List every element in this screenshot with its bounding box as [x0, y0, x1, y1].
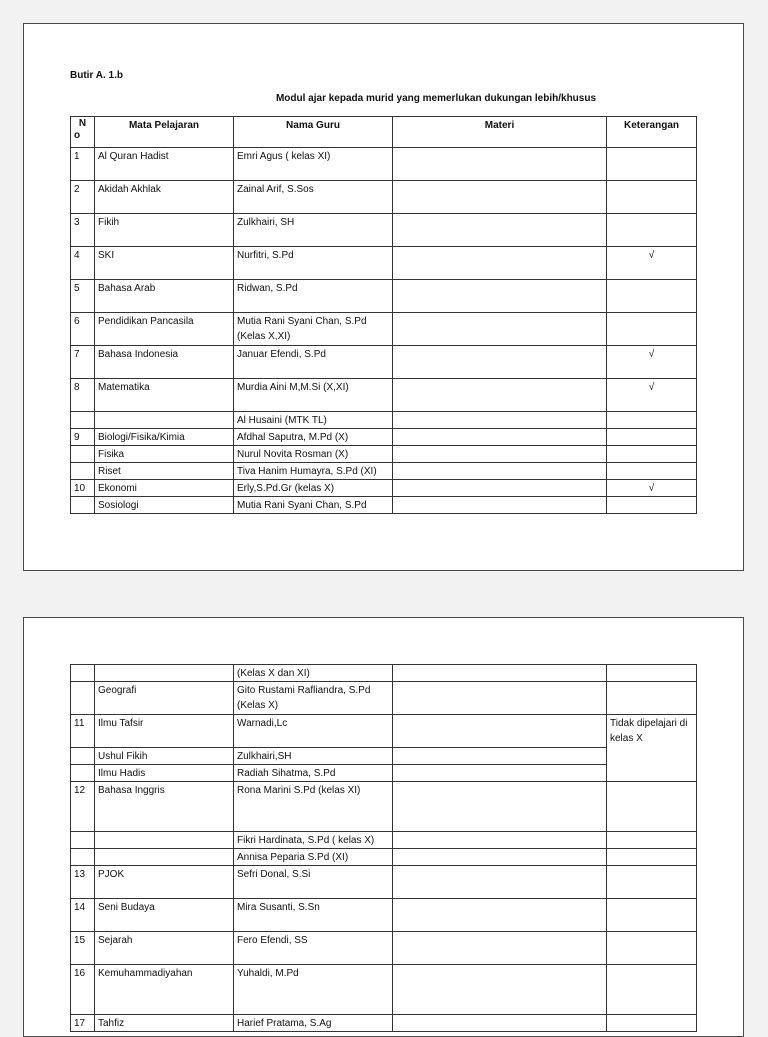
mata-pelajaran-cell: Geografi — [95, 682, 234, 715]
keterangan-cell — [607, 849, 697, 866]
table-row — [71, 181, 697, 214]
modul-table-page-2 — [70, 664, 697, 1032]
keterangan-cell: √ — [607, 480, 697, 497]
materi-cell — [393, 682, 607, 715]
table-row — [71, 866, 697, 899]
keterangan-cell — [607, 446, 697, 463]
table-row — [71, 446, 697, 463]
table-row — [71, 346, 697, 379]
row-number-cell: 17 — [71, 1015, 95, 1032]
nama-guru-text: Sefri Donal, S.Si — [237, 869, 311, 880]
table-row — [71, 665, 697, 682]
materi-cell — [393, 429, 607, 446]
mata-pelajaran-cell: Kemuhammadiyahan — [95, 965, 234, 1015]
nama-guru-cell — [234, 748, 393, 765]
keterangan-cell — [607, 214, 697, 247]
header-mata-pelajaran: Mata Pelajaran — [95, 117, 234, 148]
mata-pelajaran-cell: Ilmu Hadis — [95, 765, 234, 782]
mata-pelajaran-cell: Matematika — [95, 379, 234, 412]
row-number-cell: 8 — [71, 379, 95, 412]
nama-guru-text-line2: (Kelas X) — [237, 700, 279, 711]
row-number-cell — [71, 665, 95, 682]
mata-pelajaran-cell: Fisika — [95, 446, 234, 463]
nama-guru-text: Al Husaini (MTK TL) — [237, 415, 327, 426]
row-number-cell: 7 — [71, 346, 95, 379]
row-number-cell: 3 — [71, 214, 95, 247]
keterangan-cell — [607, 148, 697, 181]
table-row — [71, 932, 697, 965]
keterangan-cell: √ — [607, 247, 697, 280]
nama-guru-cell — [234, 932, 393, 965]
row-number-cell: 10 — [71, 480, 95, 497]
nama-guru-cell — [234, 866, 393, 899]
nama-guru-cell — [234, 480, 393, 497]
keterangan-cell — [607, 832, 697, 849]
keterangan-cell — [607, 866, 697, 899]
nama-guru-text: (Kelas X dan XI) — [237, 668, 310, 679]
materi-cell — [393, 346, 607, 379]
keterangan-cell — [607, 782, 697, 832]
row-number-cell — [71, 765, 95, 782]
materi-cell — [393, 782, 607, 832]
table-row — [71, 247, 697, 280]
keterangan-cell — [607, 497, 697, 514]
table-row — [71, 682, 697, 715]
materi-cell — [393, 932, 607, 965]
row-number-cell — [71, 412, 95, 429]
row-number-cell: 4 — [71, 247, 95, 280]
keterangan-cell — [607, 1015, 697, 1032]
mata-pelajaran-cell: Bahasa Inggris — [95, 782, 234, 832]
keterangan-cell — [607, 665, 697, 682]
table-row — [71, 849, 697, 866]
materi-cell — [393, 1015, 607, 1032]
materi-cell — [393, 412, 607, 429]
table-row — [71, 832, 697, 849]
keterangan-cell — [607, 932, 697, 965]
keterangan-cell — [607, 682, 697, 715]
keterangan-cell — [607, 965, 697, 1015]
row-number-cell: 13 — [71, 866, 95, 899]
keterangan-cell — [607, 313, 697, 346]
mata-pelajaran-cell — [95, 412, 234, 429]
table-row — [71, 715, 697, 748]
mata-pelajaran-cell: Pendidikan Pancasila — [95, 313, 234, 346]
row-number-cell — [71, 849, 95, 866]
mata-pelajaran-cell: Bahasa Arab — [95, 280, 234, 313]
materi-cell — [393, 247, 607, 280]
materi-cell — [393, 765, 607, 782]
nama-guru-text: Januar Efendi, S.Pd — [237, 349, 326, 360]
mata-pelajaran-cell: Tahfiz — [95, 1015, 234, 1032]
nama-guru-text: Nurfitri, S.Pd — [237, 250, 294, 261]
nama-guru-text: Tiva Hanim Humayra, S.Pd (XI) — [237, 466, 377, 477]
nama-guru-cell — [234, 1015, 393, 1032]
table-row — [71, 1015, 697, 1032]
nama-guru-cell — [234, 832, 393, 849]
keterangan-cell — [607, 181, 697, 214]
nama-guru-cell — [234, 247, 393, 280]
nama-guru-cell — [234, 965, 393, 1015]
mata-pelajaran-cell: PJOK — [95, 866, 234, 899]
row-number-cell: 5 — [71, 280, 95, 313]
table-row — [71, 765, 697, 782]
keterangan-cell — [607, 412, 697, 429]
table-row — [71, 148, 697, 181]
keterangan-cell: Tidak dipelajari di kelas X — [607, 715, 697, 782]
keterangan-cell: √ — [607, 346, 697, 379]
materi-cell — [393, 148, 607, 181]
mata-pelajaran-cell: Seni Budaya — [95, 899, 234, 932]
keterangan-cell — [607, 463, 697, 480]
nama-guru-cell — [234, 849, 393, 866]
row-number-cell: 11 — [71, 715, 95, 748]
mata-pelajaran-cell — [95, 849, 234, 866]
document-title: Modul ajar kepada murid yang memerlukan dukungan lebih/khusus — [275, 93, 597, 104]
materi-cell — [393, 480, 607, 497]
mata-pelajaran-cell: Fikih — [95, 214, 234, 247]
nama-guru-text: Mira Susanti, S.Sn — [237, 902, 320, 913]
nama-guru-cell — [234, 682, 393, 715]
materi-cell — [393, 849, 607, 866]
nama-guru-text: Warnadi,Lc — [237, 718, 288, 729]
mata-pelajaran-cell: Akidah Akhlak — [95, 181, 234, 214]
table-row — [71, 313, 697, 346]
mata-pelajaran-cell: Sejarah — [95, 932, 234, 965]
nama-guru-cell — [234, 765, 393, 782]
materi-cell — [393, 280, 607, 313]
nama-guru-cell — [234, 715, 393, 748]
nama-guru-cell — [234, 899, 393, 932]
materi-cell — [393, 899, 607, 932]
materi-cell — [393, 446, 607, 463]
mata-pelajaran-cell: Biologi/Fisika/Kimia — [95, 429, 234, 446]
nama-guru-text-line2: (Kelas X,XI) — [237, 331, 291, 342]
materi-cell — [393, 379, 607, 412]
nama-guru-text: Zainal Arif, S.Sos — [237, 184, 314, 195]
table-row — [71, 379, 697, 412]
table-row — [71, 429, 697, 446]
nama-guru-text: Fero Efendi, SS — [237, 935, 308, 946]
nama-guru-text: Rona Marini S.Pd (kelas XI) — [237, 785, 361, 796]
materi-cell — [393, 866, 607, 899]
mata-pelajaran-cell — [95, 832, 234, 849]
header-keterangan: Keterangan — [607, 117, 697, 148]
nama-guru-text: Radiah Sihatma, S.Pd — [237, 768, 336, 779]
nama-guru-cell — [234, 429, 393, 446]
row-number-cell — [71, 682, 95, 715]
keterangan-cell — [607, 899, 697, 932]
row-number-cell — [71, 446, 95, 463]
document-page-2 — [23, 617, 744, 1037]
materi-cell — [393, 832, 607, 849]
row-number-cell: 1 — [71, 148, 95, 181]
mata-pelajaran-cell — [95, 665, 234, 682]
mata-pelajaran-cell: Ilmu Tafsir — [95, 715, 234, 748]
materi-cell — [393, 214, 607, 247]
mata-pelajaran-cell: Ushul Fikih — [95, 748, 234, 765]
table-row — [71, 497, 697, 514]
nama-guru-cell — [234, 665, 393, 682]
nama-guru-cell — [234, 446, 393, 463]
mata-pelajaran-cell: Al Quran Hadist — [95, 148, 234, 181]
table-row — [71, 480, 697, 497]
nama-guru-text: Annisa Peparia S.Pd (XI) — [237, 852, 349, 863]
row-number-cell: 12 — [71, 782, 95, 832]
materi-cell — [393, 181, 607, 214]
nama-guru-text: Murdia Aini M,M.Si (X,XI) — [237, 382, 349, 393]
header-materi: Materi — [393, 117, 607, 148]
row-number-cell — [71, 748, 95, 765]
nama-guru-cell — [234, 782, 393, 832]
nama-guru-text: Mutia Rani Syani Chan, S.Pd — [237, 316, 367, 327]
mata-pelajaran-cell: Sosiologi — [95, 497, 234, 514]
row-number-cell — [71, 832, 95, 849]
header-no: N o — [71, 117, 95, 148]
mata-pelajaran-cell: Bahasa Indonesia — [95, 346, 234, 379]
table-row — [71, 280, 697, 313]
table-row — [71, 899, 697, 932]
mata-pelajaran-cell: SKI — [95, 247, 234, 280]
materi-cell — [393, 313, 607, 346]
nama-guru-text: Yuhaldi, M.Pd — [237, 968, 299, 979]
row-number-cell — [71, 497, 95, 514]
nama-guru-cell — [234, 412, 393, 429]
materi-cell — [393, 748, 607, 765]
nama-guru-text: Erly,S.Pd.Gr (kelas X) — [237, 483, 335, 494]
table-row — [71, 214, 697, 247]
materi-cell — [393, 965, 607, 1015]
row-number-cell: 16 — [71, 965, 95, 1015]
nama-guru-text: Gito Rustami Rafliandra, S.Pd — [237, 685, 371, 696]
nama-guru-cell — [234, 280, 393, 313]
keterangan-cell: √ — [607, 379, 697, 412]
table-row — [71, 782, 697, 832]
nama-guru-text: Afdhal Saputra, M.Pd (X) — [237, 432, 349, 443]
row-number-cell — [71, 463, 95, 480]
keterangan-cell — [607, 280, 697, 313]
nama-guru-text: Emri Agus ( kelas XI) — [237, 151, 331, 162]
nama-guru-cell — [234, 313, 393, 346]
nama-guru-text: Fikri Hardinata, S.Pd ( kelas X) — [237, 835, 375, 846]
butir-label: Butir A. 1.b — [70, 70, 123, 81]
nama-guru-text: Nurul Novita Rosman (X) — [237, 449, 349, 460]
nama-guru-cell — [234, 497, 393, 514]
table-row — [71, 965, 697, 1015]
row-number-cell: 2 — [71, 181, 95, 214]
modul-table-page-1 — [70, 116, 697, 514]
materi-cell — [393, 497, 607, 514]
nama-guru-text: Ridwan, S.Pd — [237, 283, 298, 294]
table-header-row — [71, 117, 697, 148]
mata-pelajaran-cell: Riset — [95, 463, 234, 480]
materi-cell — [393, 665, 607, 682]
header-nama-guru: Nama Guru — [234, 117, 393, 148]
mata-pelajaran-cell: Ekonomi — [95, 480, 234, 497]
nama-guru-cell — [234, 148, 393, 181]
nama-guru-cell — [234, 346, 393, 379]
materi-cell — [393, 715, 607, 748]
document-page-1 — [23, 23, 744, 571]
row-number-cell: 15 — [71, 932, 95, 965]
table-row — [71, 748, 697, 765]
row-number-cell: 6 — [71, 313, 95, 346]
table-row — [71, 463, 697, 480]
nama-guru-cell — [234, 214, 393, 247]
table-row — [71, 412, 697, 429]
nama-guru-text: Zulkhairi, SH — [237, 217, 295, 228]
row-number-cell: 14 — [71, 899, 95, 932]
row-number-cell: 9 — [71, 429, 95, 446]
nama-guru-text: Harief Pratama, S.Ag — [237, 1018, 332, 1029]
nama-guru-text: Zulkhairi,SH — [237, 751, 292, 762]
keterangan-cell — [607, 429, 697, 446]
materi-cell — [393, 463, 607, 480]
nama-guru-text: Mutia Rani Syani Chan, S.Pd — [237, 500, 367, 511]
nama-guru-cell — [234, 379, 393, 412]
nama-guru-cell — [234, 181, 393, 214]
nama-guru-cell — [234, 463, 393, 480]
